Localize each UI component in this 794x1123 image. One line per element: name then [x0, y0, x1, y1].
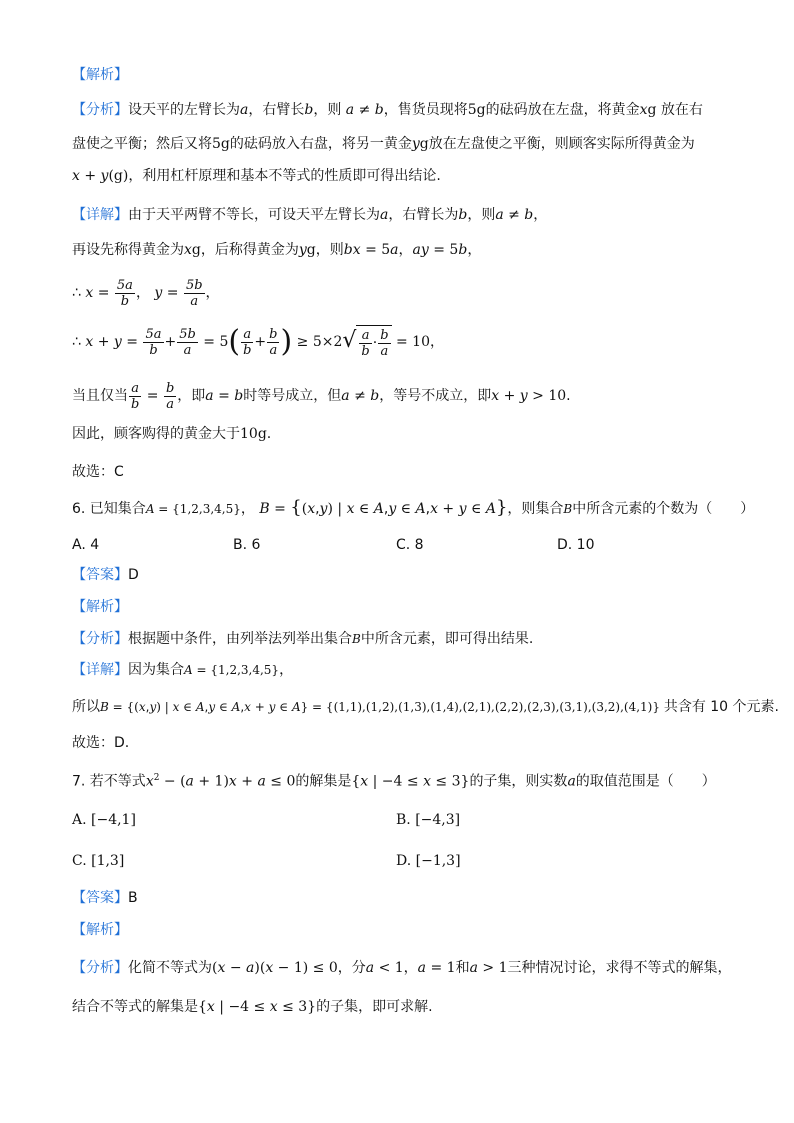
- q5-analysis-line-2: 盘使之平衡；然后又将5g的砝码放入右盘，将另一黄金yg放在左盘使之平衡，则顾客实际所得黄金为: [72, 136, 695, 152]
- q7-option-c: C. [1,3]: [72, 853, 125, 869]
- jiexi-label: 【解析】: [72, 67, 128, 83]
- q6-jiexi-label: 【解析】: [72, 599, 128, 615]
- q7-option-b: B. [−4,3]: [396, 812, 461, 828]
- q5-answer: 故选：C: [72, 464, 124, 480]
- q5-analysis-line-1: 【分析】设天平的左臂长为a，右臂长b，则 a ≠ b，售货员现将5g的砝码放在左盘，将黄金xg 放在右: [72, 102, 703, 118]
- q6-element-list: 所以B = {(x,y) | x ∈ A,y ∈ A,x + y ∈ A} = {(1,1),(1,2),(1,3),(1,4),(2,1),(2,2),(2,3),(3,1),(3,2),(4,1)} 共含有 10 个元素.: [72, 699, 779, 715]
- q6-analysis: 【分析】根据题中条件，由列举法列举出集合B中所含元素，即可得出结果.: [72, 631, 534, 647]
- q5-analysis-line-3: x + y(g)，利用杠杆原理和基本不等式的性质即可得出结论.: [72, 168, 441, 184]
- q7-stem: 7. 若不等式$x^2 - (a + 1)x + a \le 0$的解集是{x | −4 ≤ x ≤ 3}的子集，则实数a的取值范围是（ ）: [72, 773, 716, 790]
- q7-analysis-line-1: 【分析】化简不等式为(x − a)(x − 1) ≤ 0，分a < 1，a = 1和a > 1三种情况讨论，求得不等式的解集，: [72, 960, 732, 976]
- q6-stem: 6. 已知集合A = {1,2,3,4,5}， B = {(x,y) | x ∈ A,y ∈ A,x + y ∈ A}，则集合B中所含元素的个数为（ ）: [72, 497, 755, 518]
- q6-option-d: D. 10: [557, 537, 595, 553]
- q5-formula-xy: ∴ x = $\frac{5a}{b}$ ， y = $\frac{5b}{a}$ ，: [72, 277, 220, 309]
- q5-formula-sum: ∴ x + y = $\frac{5a}{b}$ + $\frac{5b}{a}$ = 5( $\frac{a}{b}$ + $\frac{b}{a}$ ) ≥ 5×2√ $\frac{a}{b}$ · $\frac{b}{a}$ = 10，: [72, 324, 444, 359]
- q6-final-answer: 故选：D.: [72, 735, 130, 751]
- q6-option-a: A. 4: [72, 537, 100, 553]
- q7-option-d: D. [−1,3]: [396, 853, 461, 869]
- q6-option-c: C. 8: [396, 537, 424, 553]
- q6-answer: 【答案】D: [72, 567, 139, 583]
- q5-conclusion: 因此，顾客购得的黄金大于10g.: [72, 426, 272, 442]
- q7-option-a: A. [−4,1]: [72, 812, 136, 828]
- q5-detail-line-1: 【详解】由于天平两臂不等长，可设天平左臂长为a，右臂长为b，则a ≠ b，: [72, 207, 548, 223]
- q7-answer: 【答案】B: [72, 890, 138, 906]
- q5-detail-line-2: 再设先称得黄金为xg，后称得黄金为yg，则bx = 5a，ay = 5b，: [72, 242, 482, 258]
- q7-jiexi-label: 【解析】: [72, 922, 128, 938]
- q6-detail: 【详解】因为集合A = {1,2,3,4,5}，: [72, 662, 294, 678]
- q6-option-b: B. 6: [233, 537, 261, 553]
- q7-analysis-line-2: 结合不等式的解集是{x | −4 ≤ x ≤ 3}的子集，即可求解.: [72, 999, 433, 1015]
- q5-equality-line: 当且仅当 $\frac{a}{b}$ = $\frac{b}{a}$ ，即a = b时等号成立，但a ≠ b，等号不成立，即x + y > 10.: [72, 380, 571, 412]
